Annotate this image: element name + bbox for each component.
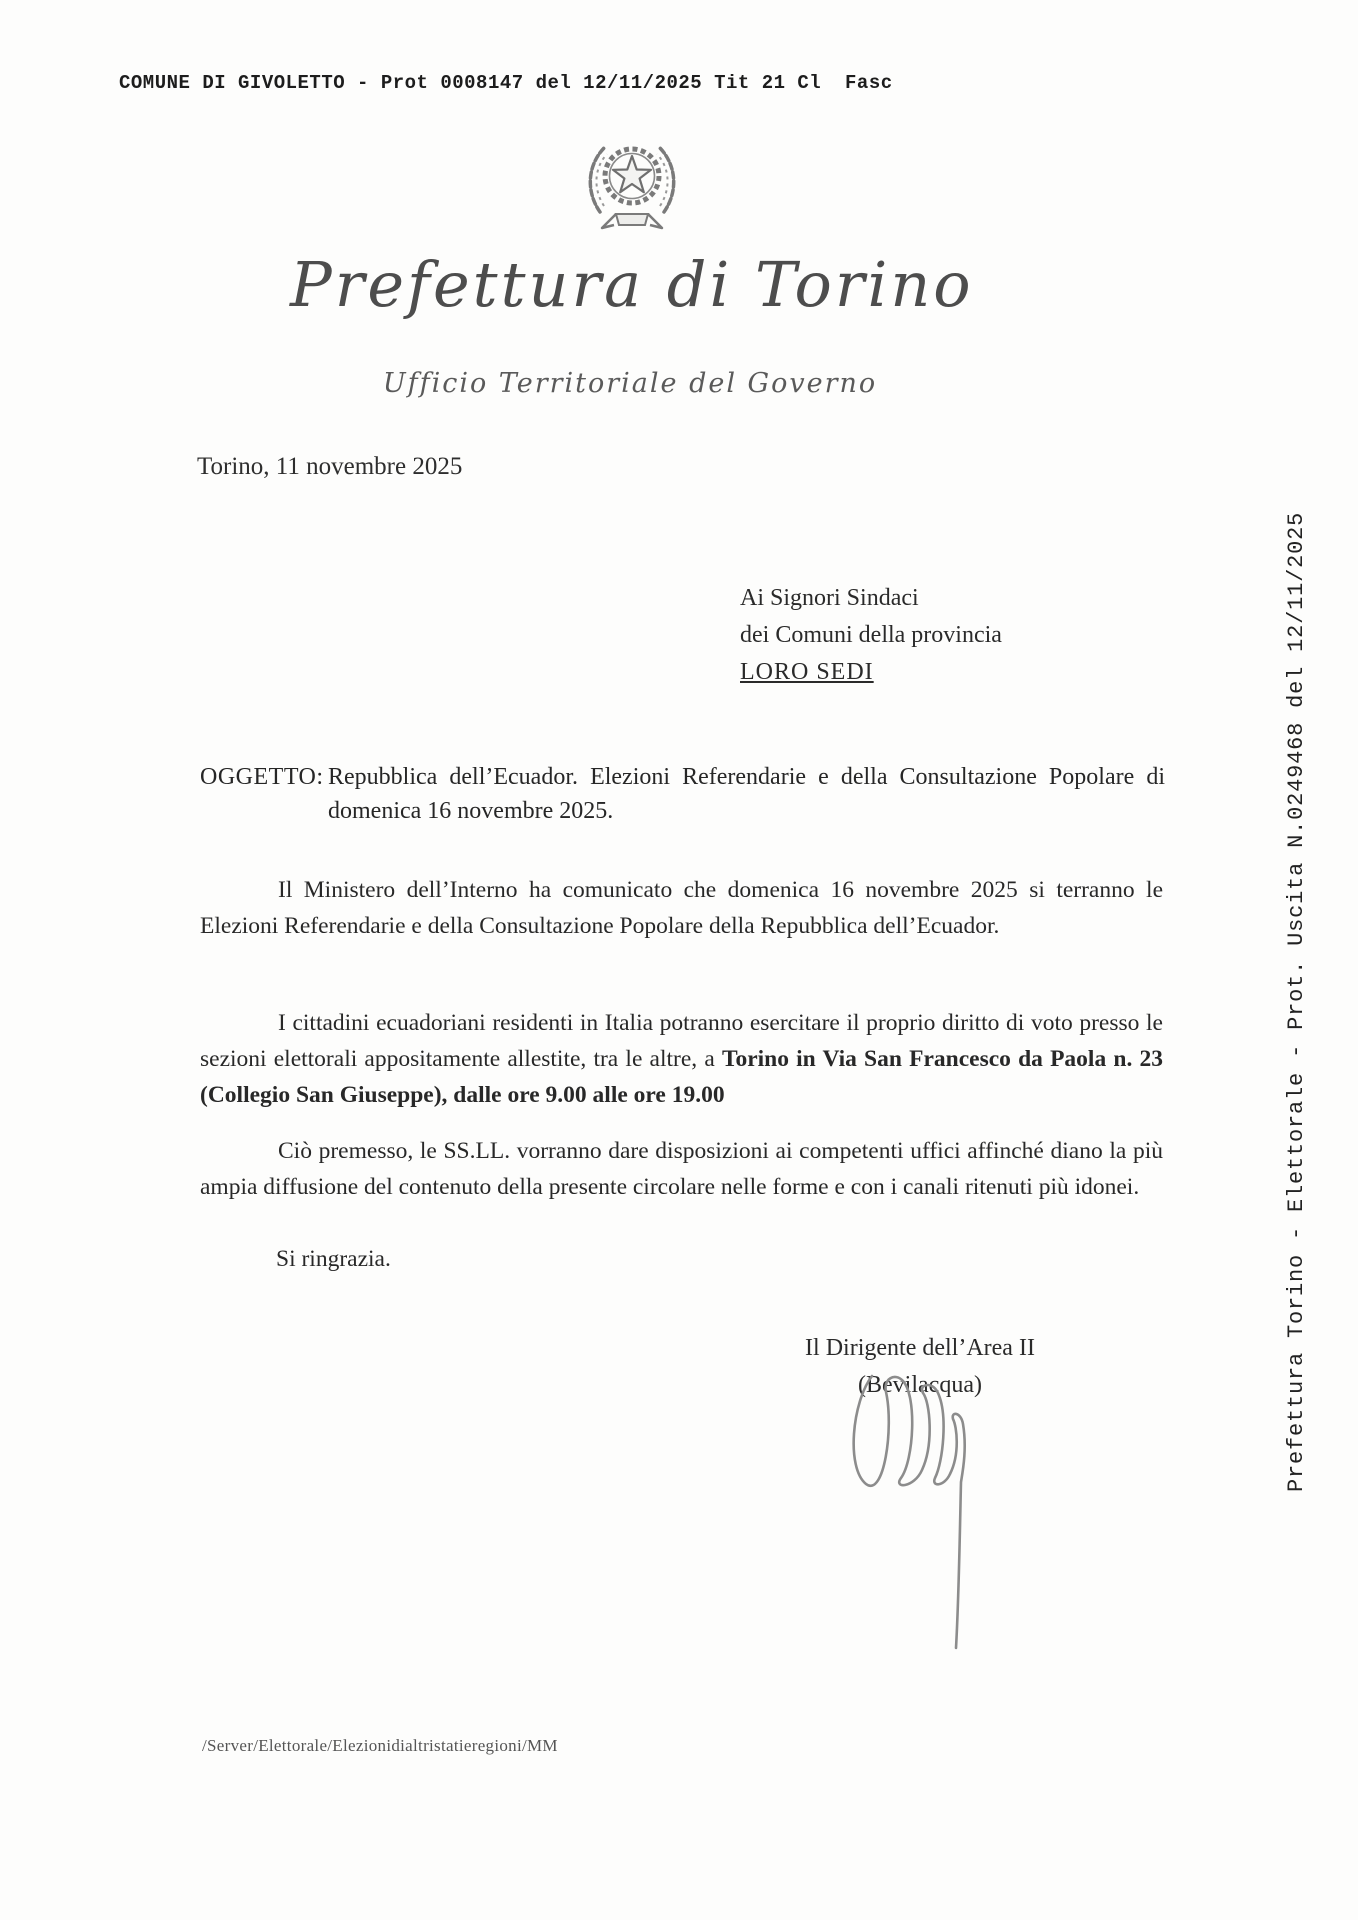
- signer-role: Il Dirigente dell’Area II: [805, 1335, 1035, 1361]
- recipient-line-2: dei Comuni della provincia: [740, 622, 1002, 648]
- subject-text: Repubblica dell’Ecuador. Elezioni Referendarie e della Consultazione Popolare di domenica 16 novembre 2025.: [328, 764, 1165, 824]
- dateline: Torino, 11 novembre 2025: [197, 453, 463, 480]
- handwritten-signature: [842, 1370, 1017, 1660]
- italian-republic-emblem-icon: [580, 128, 684, 240]
- letterhead-suboffice: Ufficio Territoriale del Governo: [382, 368, 878, 399]
- body-paragraph-1: Il Ministero dell’Interno ha comunicato che domenica 16 novembre 2025 si terranno le Elezioni Referendarie e della Consultazione Popolare della Repubblica dell’Ecuador.: [200, 877, 1163, 939]
- signer-name: (Bevilacqua): [858, 1372, 982, 1398]
- protocol-stamp-header: COMUNE DI GIVOLETTO - Prot 0008147 del 12/11/2025 Tit 21 Cl Fasc: [119, 72, 893, 94]
- letterhead-office-title: Prefettura di Torino: [290, 248, 974, 321]
- body-paragraph-2-bold: Torino in Via San Francesco da Paola n. 23 (Collegio San Giuseppe), dalle ore 9.00 alle ore 19.00: [200, 1046, 1163, 1108]
- subject-block: [200, 760, 1165, 828]
- recipient-line-1: Ai Signori Sindaci: [740, 585, 919, 611]
- file-path-footer: /Server/Elettorale/Elezionidialtristatieregioni/MM: [202, 1736, 558, 1755]
- side-protocol-stamp: Prefettura Torino - Elettorale - Prot. Uscita N.0249468 del 12/11/2025: [1284, 511, 1309, 1492]
- recipient-block: [740, 580, 1002, 691]
- recipient-line-3: LORO SEDI: [740, 659, 874, 685]
- body-paragraph-2-normal: I cittadini ecuadoriani residenti in Italia potranno esercitare il proprio diritto di voto presso le sezioni elettorali appositamente allestite, tra le altre, a: [200, 1010, 1163, 1072]
- subject-label: OGGETTO:: [200, 764, 324, 790]
- body-paragraph-3: Ciò premesso, le SS.LL. vorranno dare disposizioni ai competenti uffici affinché diano la più ampia diffusione del contenuto della presente circolare nelle forme e con i canali ritenuti più idonei.: [200, 1138, 1163, 1200]
- closing-line: Si ringrazia.: [276, 1246, 391, 1272]
- body-paragraph-2: [200, 1005, 1163, 1113]
